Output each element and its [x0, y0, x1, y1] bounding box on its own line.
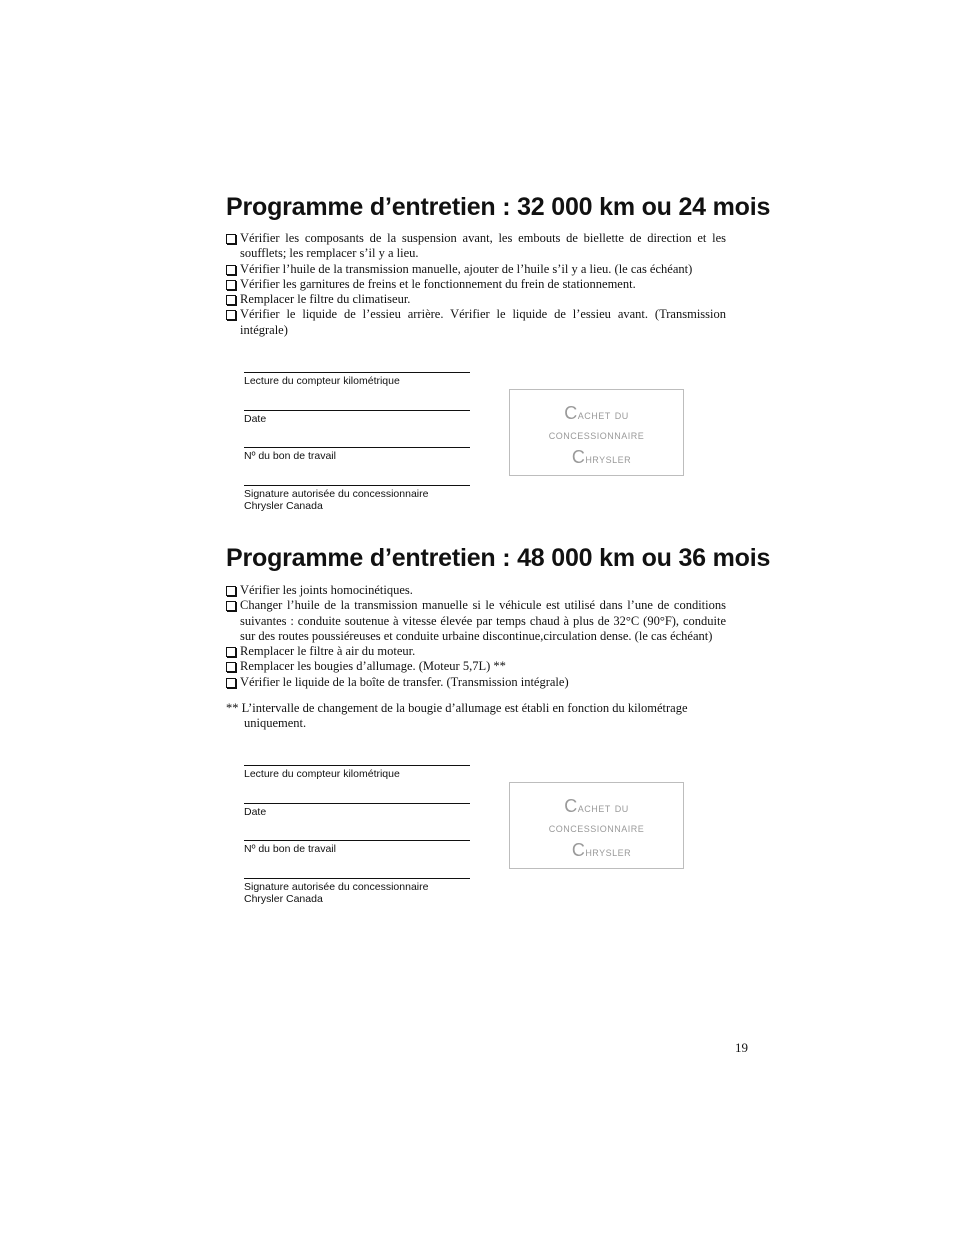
date-label: Date	[244, 806, 267, 818]
signature-label	[244, 489, 470, 512]
date-field[interactable]	[244, 410, 470, 426]
list-item	[226, 644, 726, 659]
dealer-stamp-box	[509, 389, 684, 476]
checklist-32000	[226, 231, 726, 338]
checkbox-icon[interactable]	[226, 586, 236, 596]
work-order-label: Nº du bon de travail	[244, 450, 336, 462]
stamp-line-3: Chrysler	[571, 840, 632, 860]
list-item	[226, 675, 726, 690]
section-title-32000: Programme d’entretien : 32 000 km ou 24 mois	[226, 193, 771, 221]
checkbox-icon[interactable]	[226, 662, 236, 672]
dealer-stamp-box	[509, 782, 684, 869]
list-item-text: Vérifier les joints homocinétiques.	[240, 583, 413, 597]
signature-line	[244, 878, 470, 879]
signature-label-line1: Signature autorisée du concessionnaire	[244, 881, 429, 893]
odometer-field[interactable]	[244, 372, 470, 388]
list-item-text: Vérifier l’huile de la transmission manuelle, ajouter de l’huile s’il y a lieu. (le cas échéant)	[240, 261, 693, 276]
checkbox-icon[interactable]	[226, 295, 236, 305]
list-item-text: Changer l’huile de la transmission manuelle si le véhicule est utilisé dans l’une de conditions suivantes : conduite soutenue à vitesse élevée par temps chaud à plus de 32°C (90°F), conduite sur des routes poussiéreuses et conduite urbaine discontinue,circulation dense. (le cas échéant)	[240, 598, 726, 643]
date-field[interactable]	[244, 803, 470, 819]
checkbox-icon[interactable]	[226, 601, 236, 611]
signature-label-line1: Signature autorisée du concessionnaire	[244, 488, 429, 500]
checkbox-icon[interactable]	[226, 310, 236, 320]
odometer-field[interactable]	[244, 765, 470, 781]
stamp-line-2: concessionnaire	[548, 820, 645, 835]
stamp-line-3: Chrysler	[571, 447, 632, 467]
signature-field[interactable]	[244, 485, 470, 512]
odometer-line	[244, 372, 470, 373]
stamp-line-1: Cachet du	[564, 796, 629, 816]
checkbox-icon[interactable]	[226, 234, 236, 244]
page-number: 19	[735, 1040, 748, 1055]
work-order-field[interactable]	[244, 447, 470, 463]
list-item-text: Remplacer les bougies d’allumage. (Moteur 5,7L) **	[240, 659, 506, 674]
footnote: ** L’intervalle de changement de la bougie d’allumage est établi en fonction du kilométrage uniquement.	[226, 701, 688, 731]
signature-field[interactable]	[244, 878, 470, 905]
odometer-label: Lecture du compteur kilométrique	[244, 768, 400, 780]
stamp-line-1: Cachet du	[564, 403, 629, 423]
checkbox-icon[interactable]	[226, 678, 236, 688]
list-item-text: Remplacer le filtre du climatiseur.	[240, 292, 411, 307]
work-order-line	[244, 447, 470, 448]
checkbox-icon[interactable]	[226, 647, 236, 657]
section-title-48000: Programme d’entretien : 48 000 km ou 36 mois	[226, 544, 771, 572]
odometer-label: Lecture du compteur kilométrique	[244, 375, 400, 387]
checklist-48000	[226, 583, 726, 690]
list-item-text: Vérifier les garnitures de freins et le fonctionnement du frein de stationnement.	[240, 276, 636, 291]
signature-label-line2: Chrysler Canada	[244, 499, 323, 512]
date-line	[244, 803, 470, 804]
list-item	[226, 277, 726, 292]
signature-label-line2: Chrysler Canada	[244, 892, 323, 905]
work-order-label: Nº du bon de travail	[244, 843, 336, 855]
work-order-field[interactable]	[244, 840, 470, 856]
list-item-text: Vérifier le liquide de la boîte de transfer. (Transmission intégrale)	[240, 674, 569, 689]
signature-label	[244, 882, 470, 905]
date-label: Date	[244, 413, 267, 425]
list-item	[226, 583, 726, 598]
list-item-text: Vérifier le liquide de l’essieu arrière. Vérifier le liquide de l’essieu avant. (Transmission intégrale)	[240, 307, 726, 337]
checkbox-icon[interactable]	[226, 280, 236, 290]
stamp-line-2: concessionnaire	[548, 427, 645, 442]
list-item	[226, 262, 726, 277]
list-item	[226, 231, 726, 262]
list-item-text: Vérifier les composants de la suspension avant, les embouts de biellette de direction et les soufflets; les remplacer s’il y a lieu.	[240, 231, 726, 261]
date-line	[244, 410, 470, 411]
list-item	[226, 307, 726, 338]
list-item	[226, 598, 726, 644]
list-item	[226, 292, 726, 307]
work-order-line	[244, 840, 470, 841]
odometer-line	[244, 765, 470, 766]
signature-line	[244, 485, 470, 486]
list-item-text: Remplacer le filtre à air du moteur.	[240, 644, 416, 659]
list-item	[226, 659, 726, 674]
checkbox-icon[interactable]	[226, 265, 236, 275]
